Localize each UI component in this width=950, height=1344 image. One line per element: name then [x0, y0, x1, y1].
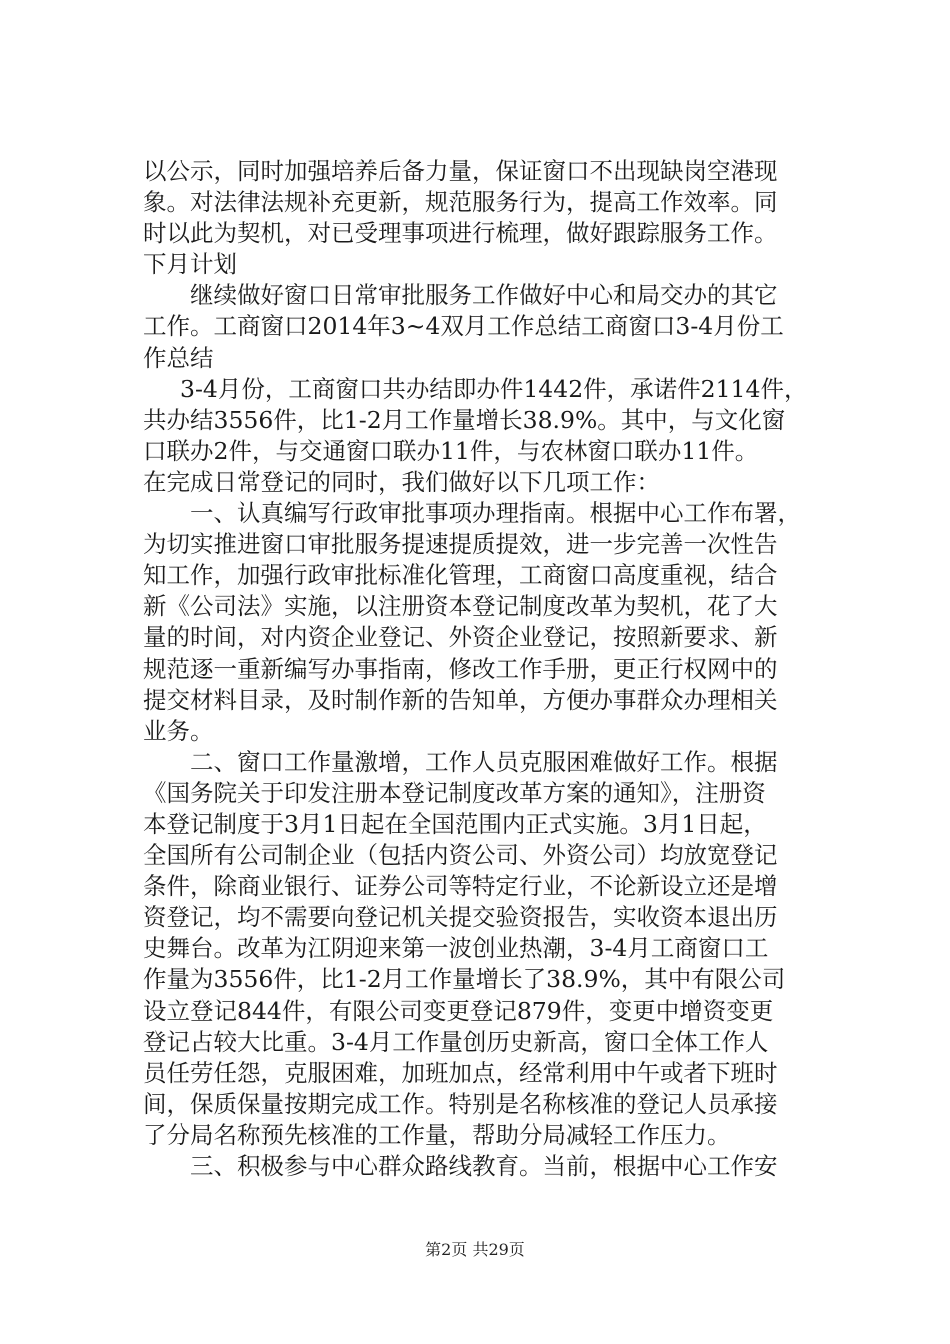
- text-line: 提交材料目录，及时制作新的告知单，方便办事群众办理相关: [143, 685, 778, 714]
- text-line: 全国所有公司制企业（包括内资公司、外资公司）均放宽登记: [143, 841, 778, 870]
- text-line: 设立登记844件，有限公司变更登记879件，变更中增资变更: [143, 996, 774, 1025]
- text-line: 史舞台。改革为江阴迎来第一波创业热潮，3-4月工商窗口工: [143, 934, 769, 963]
- text-line: 下月计划: [143, 250, 237, 279]
- text-line: 资登记，均不需要向登记机关提交验资报告，实收资本退出历: [143, 903, 778, 932]
- text-line: 本登记制度于3月1日起在全国范围内正式实施。3月1日起，: [143, 809, 767, 838]
- text-line: 知工作，加强行政审批标准化管理，工商窗口高度重视，结合: [143, 561, 778, 590]
- text-line: 时以此为契机，对已受理事项进行梳理，做好跟踪服务工作。: [143, 219, 778, 248]
- page-footer: 第2页 共29页: [425, 1240, 525, 1259]
- document-body: [143, 156, 833, 1182]
- text-line: 新《公司法》实施，以注册资本登记制度改革为契机，花了大: [143, 592, 778, 621]
- text-line: 为切实推进窗口审批服务提速提质提效，进一步完善一次性告: [143, 530, 778, 559]
- text-line: 象。对法律法规补充更新，规范服务行为，提高工作效率。同: [143, 188, 778, 217]
- text-line: 作量为3556件，比1-2月工作量增长了38.9%，其中有限公司: [143, 965, 786, 994]
- text-line: 量的时间，对内资企业登记、外资企业登记，按照新要求、新: [143, 623, 778, 652]
- text-line: 业务。: [143, 716, 214, 745]
- text-line: 一、认真编写行政审批事项办理指南。根据中心工作布署，: [190, 499, 801, 528]
- text-line: 了分局名称预先核准的工作量，帮助分局减轻工作压力。: [143, 1120, 731, 1149]
- text-line: 《国务院关于印发注册本登记制度改革方案的通知》，注册资: [143, 778, 766, 807]
- text-line: 规范逐一重新编写办事指南，修改工作手册，更正行权网中的: [143, 654, 778, 683]
- text-line: 继续做好窗口日常审批服务工作做好中心和局交办的其它: [190, 281, 778, 310]
- text-line: 口联办2件，与交通窗口联办11件，与农林窗口联办11件。: [143, 436, 759, 465]
- text-line: 间，保质保量按期完成工作。特别是名称核准的登记人员承接: [143, 1089, 778, 1118]
- text-line: 在完成日常登记的同时，我们做好以下几项工作：: [143, 467, 660, 496]
- text-line: 共办结3556件，比1-2月工作量增长38.9%。其中，与文化窗: [143, 405, 786, 434]
- text-line: 条件，除商业银行、证券公司等特定行业，不论新设立还是增: [143, 872, 778, 901]
- text-line: 以公示，同时加强培养后备力量，保证窗口不出现缺岗空港现: [143, 157, 778, 185]
- text-line: 三、积极参与中心群众路线教育。当前，根据中心工作安: [190, 1152, 778, 1180]
- text-line: 3-4月份，工商窗口共办结即办件1442件，承诺件2114件，: [180, 374, 808, 403]
- text-line: 员任劳任怨，克服困难，加班加点，经常利用中午或者下班时: [143, 1058, 778, 1087]
- text-line: 登记占较大比重。3-4月工作量创历史新高，窗口全体工作人: [143, 1027, 769, 1056]
- text-line: 工作。工商窗口2014年3~4双月工作总结工商窗口3-4月份工: [143, 312, 784, 341]
- text-line: 二、窗口工作量激增，工作人员克服困难做好工作。根据: [190, 747, 778, 776]
- text-line: 作总结: [143, 343, 214, 372]
